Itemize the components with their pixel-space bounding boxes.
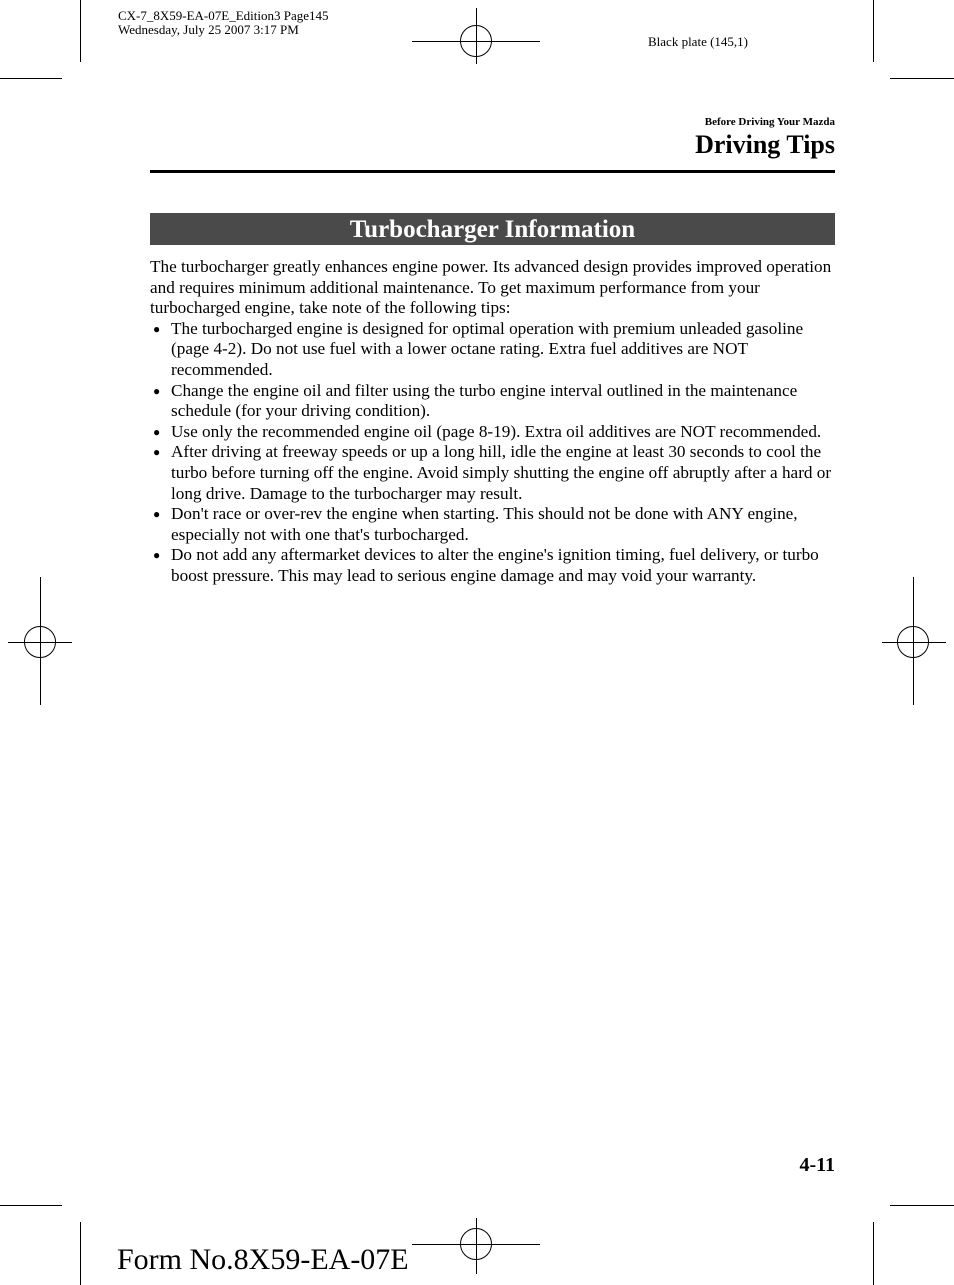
list-item-text: The turbocharged engine is designed for optimal operation with premium unleaded gasoline (page 4-2). Do not use fuel with a lower octane rating. Extra fuel additives are NOT recommended. xyxy=(171,318,804,379)
list-item xyxy=(150,442,840,504)
print-file-line: CX-7_8X59-EA-07E_Edition3 Page145 xyxy=(118,8,329,23)
section-banner: Turbocharger Information xyxy=(150,213,835,245)
bullet-icon: ● xyxy=(153,383,161,398)
list-item-text: After driving at freeway speeds or up a long hill, idle the engine at least 30 seconds to cool the turbo before turning off the engine. Avoid simply shutting the engine off abruptly after a hard or long drive. Damage to the turbocharger may result. xyxy=(171,442,832,503)
black-plate-label: Black plate (145,1) xyxy=(648,34,748,49)
bullet-icon: ● xyxy=(153,507,161,522)
section-label: Before Driving Your Mazda xyxy=(704,116,835,128)
list-item-text: Do not add any aftermarket devices to alter the engine's ignition timing, fuel delivery, or turbo boost pressure. This may lead to serious engine damage and may void your warranty. xyxy=(171,545,819,585)
header-rule xyxy=(150,170,835,173)
tips-list xyxy=(150,319,840,587)
bullet-icon: ● xyxy=(153,548,161,563)
list-item-text: Change the engine oil and filter using the turbo engine interval outlined in the maintenance schedule (for your driving condition). xyxy=(171,380,798,421)
print-date-line: Wednesday, July 25 2007 3:17 PM xyxy=(118,22,299,37)
bullet-icon: ● xyxy=(153,445,161,460)
intro-paragraph: The turbocharger greatly enhances engine power. Its advanced design provides improved operation and requires minimum additional maintenance. To get maximum performance from your turbocharged engine, take note of the following tips: xyxy=(150,257,832,318)
bullet-icon: ● xyxy=(153,321,161,336)
list-item xyxy=(150,504,840,545)
list-item xyxy=(150,319,840,381)
bullet-icon: ● xyxy=(153,424,161,439)
form-number: Form No.8X59-EA-07E xyxy=(117,1243,409,1276)
page-number: 4-11 xyxy=(799,1154,835,1176)
chapter-title: Driving Tips xyxy=(695,130,835,159)
list-item xyxy=(150,422,840,443)
list-item-text: Use only the recommended engine oil (page 8-19). Extra oil additives are NOT recommended. xyxy=(171,421,822,441)
list-item xyxy=(150,545,840,586)
list-item xyxy=(150,381,840,422)
body-content xyxy=(150,257,840,587)
list-item-text: Don't race or over-rev the engine when starting. This should not be done with ANY engine, especially not with one that's turbocharged. xyxy=(171,504,798,544)
